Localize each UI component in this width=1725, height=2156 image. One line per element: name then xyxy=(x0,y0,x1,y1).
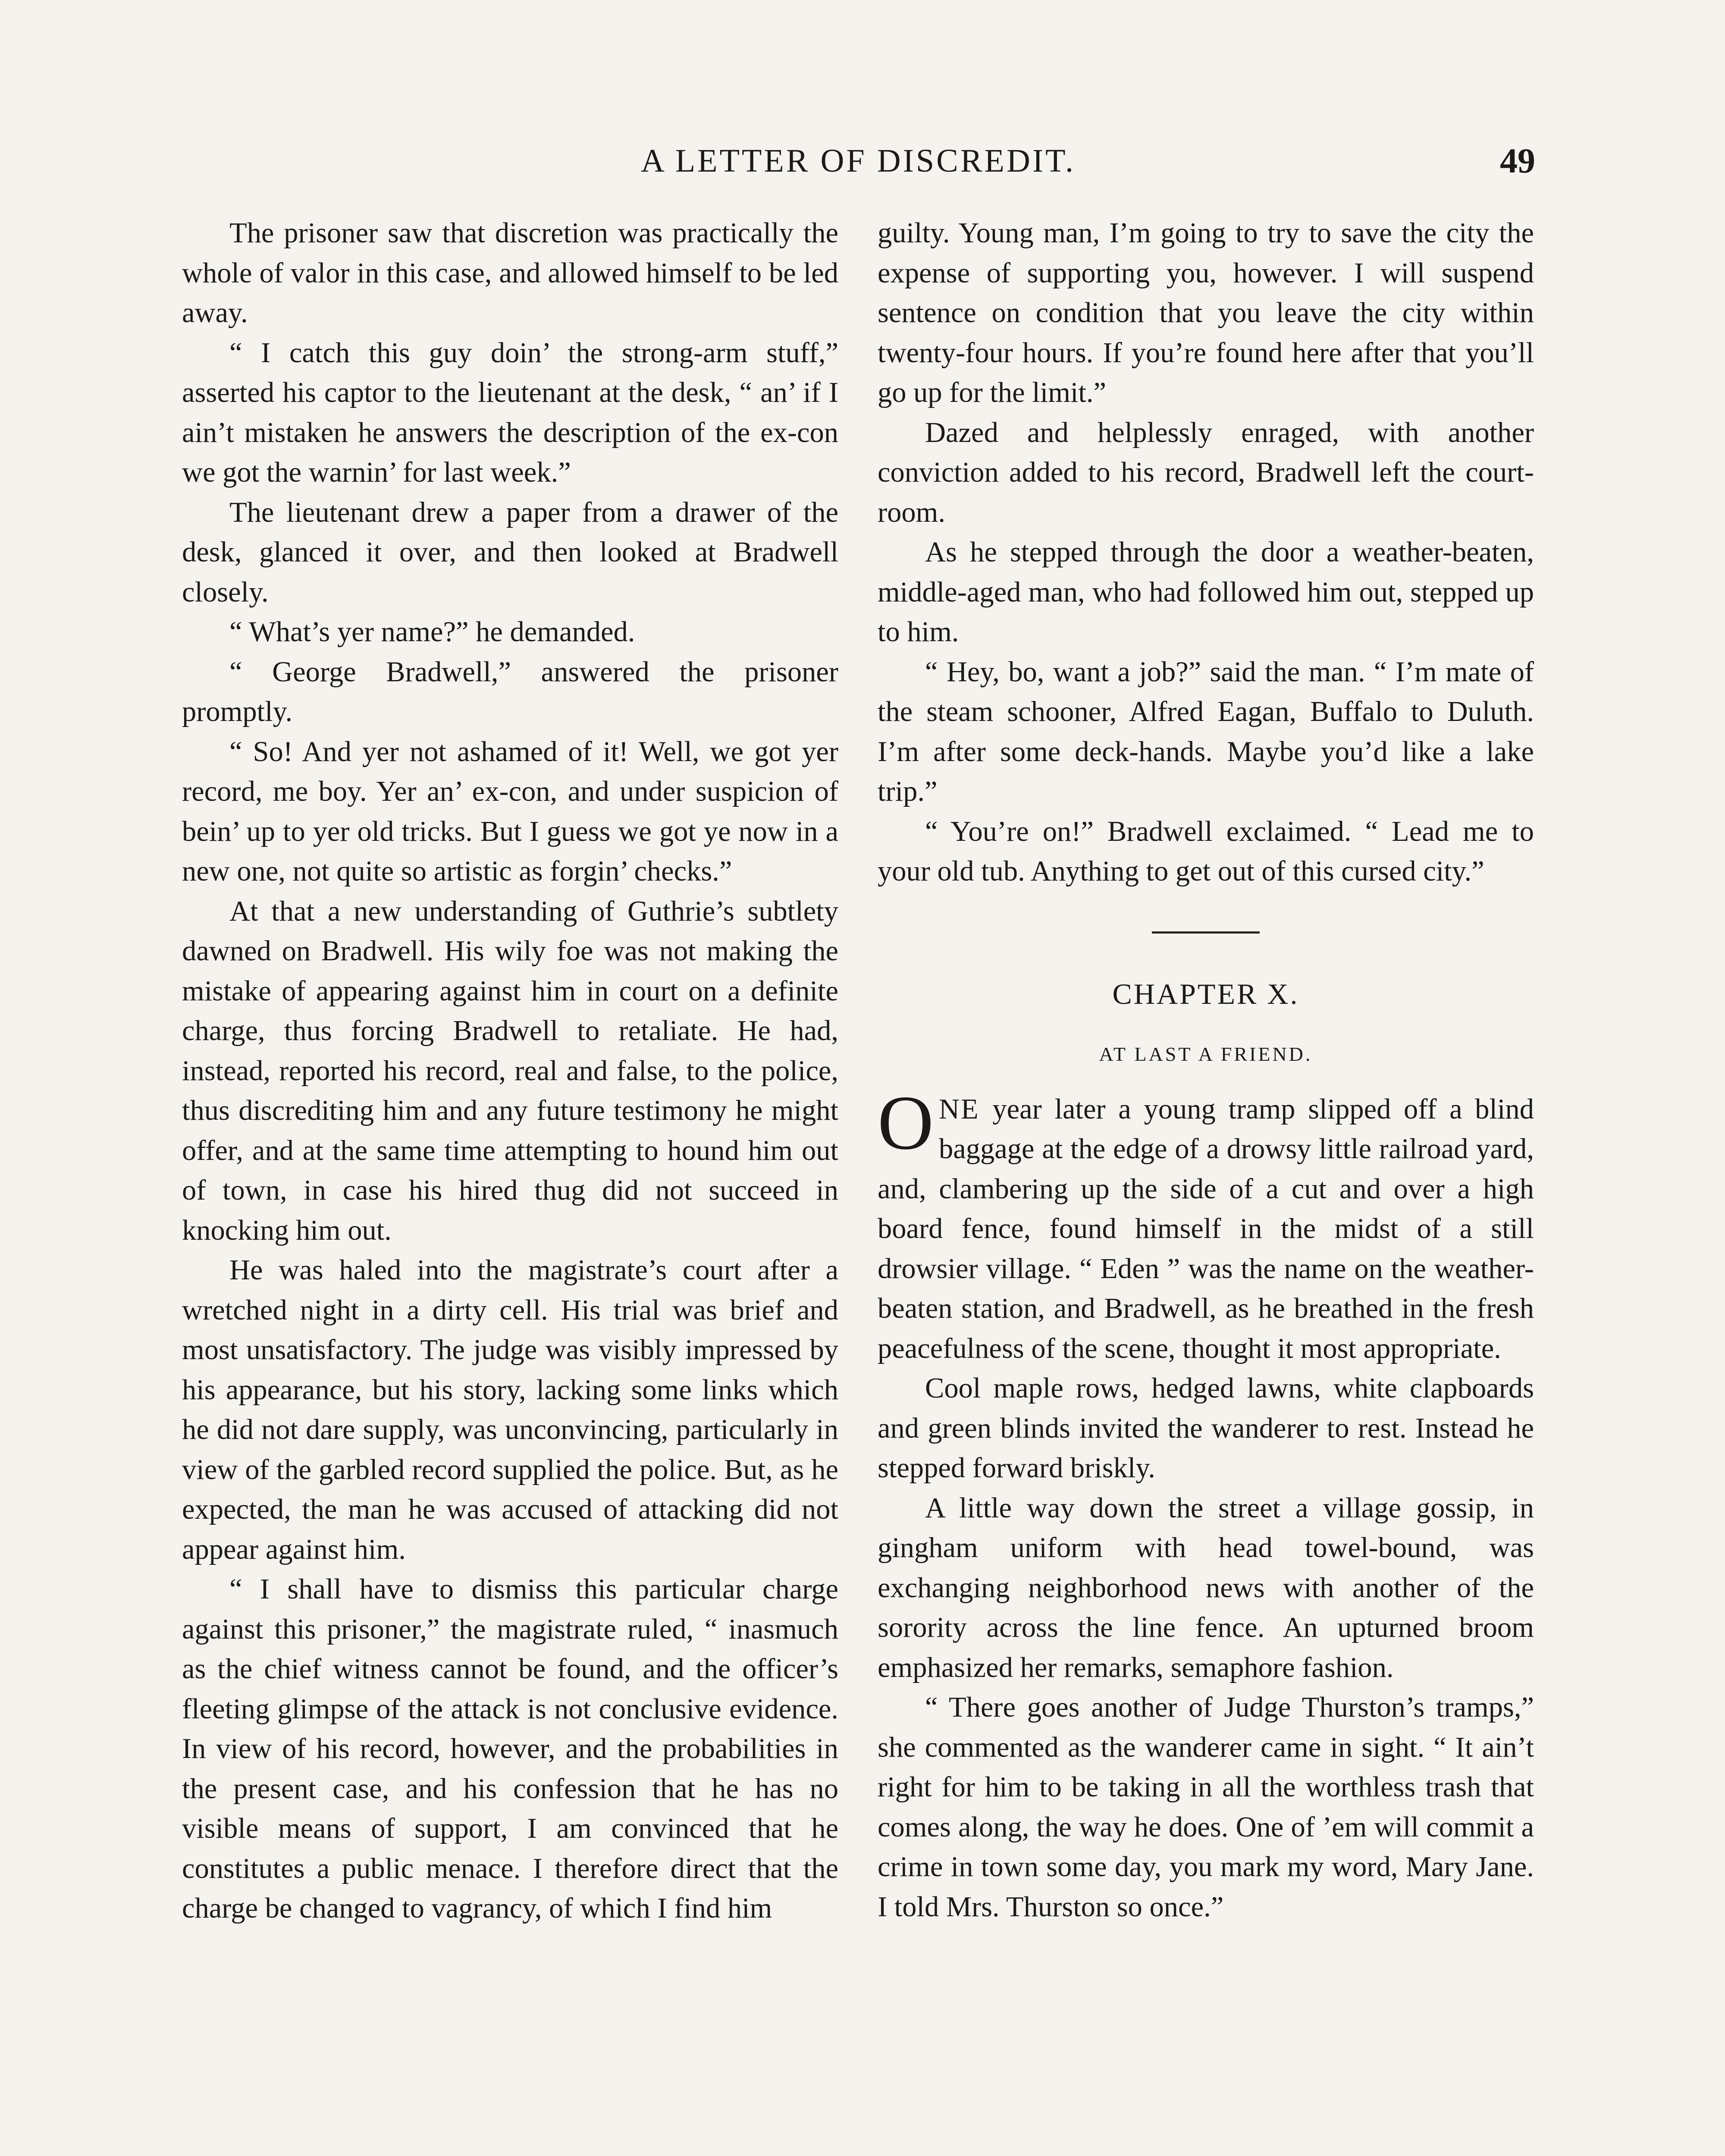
paragraph: “ Hey, bo, want a job?” said the man. “ I’m mate of the steam schooner, Alfred Eagan, Buffalo to Duluth. I’m after some deck-hands. Maybe you’d like a lake trip.” xyxy=(878,656,1534,807)
chapter-opening-paragraph xyxy=(878,1079,1534,1369)
paragraph-continued: guilty. Young man, I’m going to try to save the city the expense of supporting you, however. I will suspend sentence on condition that you leave the city within twenty-four hours. If you’re found here after that you’ll go up for the limit.” xyxy=(878,217,1534,408)
paragraph: At that a new understanding of Guthrie’s subtlety dawned on Bradwell. His wily foe was not making the mistake of appearing against him in court on a definite charge, thus forcing Bradwell to retaliate. He had, instead, reported his record, real and false, to the police, thus discrediting him and any future testimony he might offer, and at the same time attempting to hound him out of town, in case his hired thug did not succeed in knocking him out. xyxy=(182,895,838,1246)
paragraph: The lieutenant drew a paper from a drawer of the desk, glanced it over, and then looked at Bradwell closely. xyxy=(182,496,838,608)
paragraph: “ What’s yer name?” he demanded. xyxy=(229,616,635,648)
chapter-heading: CHAPTER X. xyxy=(1112,977,1299,1010)
paragraph: “ George Bradwell,” answered the prisoner promptly. xyxy=(182,656,838,727)
chapter-subtitle: AT LAST A FRIEND. xyxy=(1099,1043,1313,1065)
left-column xyxy=(182,213,838,1929)
page-number: 49 xyxy=(1500,141,1535,180)
paragraph: A little way down the street a village gossip, in gingham uniform with head towel-bound, was exchanging neighborhood news with another of the sorority across the line fence. An upturned broom emphasized her remarks, semaphore fashion. xyxy=(878,1492,1534,1683)
opening-text: year later a young tramp slipped off a blind baggage at the edge of a drowsy little railroad yard, and, clambering up the side of a cut and over a high board fence, found himself in the midst of a still drowsier village. “ Eden ” was the name on the weather-beaten station, and Bradwell, as he breathed in the fresh peacefulness of the scene, thought it most appropriate. xyxy=(878,1093,1534,1364)
section-divider-rule xyxy=(1152,931,1260,934)
running-head xyxy=(181,137,1535,185)
lead-word: NE xyxy=(939,1093,980,1125)
paragraph: Cool maple rows, hedged lawns, white clapboards and green blinds invited the wanderer to rest. Instead he stepped forward briskly. xyxy=(878,1373,1534,1484)
paragraph: “ You’re on!” Bradwell exclaimed. “ Lead me to your old tub. Anything to get out of this cursed city.” xyxy=(878,815,1534,887)
paragraph: As he stepped through the door a weather-beaten, middle-aged man, who had followed him out, stepped up to him. xyxy=(878,536,1534,648)
paragraph: “ I shall have to dismiss this particular charge against this prisoner,” the magistrate ruled, “ inasmuch as the chief witness cannot be found, and the officer’s fleeting glimpse of the attack is not conclusive evidence. In view of his record, however, and the probabilities in the present case, and his confession that he has no visible means of support, I am convinced that he constitutes a public menace. I therefore direct that the charge be changed to vagrancy, of which I find him xyxy=(182,1573,838,1924)
paragraph: “ I catch this guy doin’ the strong-arm stuff,” asserted his captor to the lieutenant at the desk, “ an’ if I ain’t mistaken he answers the description of the ex-con we got the warnin’ for last week.” xyxy=(182,337,838,488)
paragraph: “ So! And yer not ashamed of it! Well, we got yer record, me boy. Yer an’ ex-con, and under suspicion of bein’ up to yer old tricks. But I guess we got ye now in a new one, not quite so artistic as forgin’ checks.” xyxy=(182,736,838,887)
paragraph: He was haled into the magistrate’s court after a wretched night in a dirty cell. His trial was brief and most unsatisfactory. The judge was visibly impressed by his appearance, but his story, lacking some links which he did not dare supply, was unconvincing, particularly in view of the garbled record supplied the police. But, as he expected, the man he was accused of attacking did not appear against him. xyxy=(182,1254,838,1565)
right-column xyxy=(878,213,1534,1927)
paragraph: The prisoner saw that discretion was practically the whole of valor in this case, and allowed himself to be led away. xyxy=(182,217,838,329)
paragraph: Dazed and helplessly enraged, with another conviction added to his record, Bradwell left the court-room. xyxy=(878,417,1534,528)
running-title: A LETTER OF DISCREDIT. xyxy=(641,143,1076,179)
paragraph: “ There goes another of Judge Thurston’s tramps,” she commented as the wanderer came in sight. “ It ain’t right for him to be taking in all the worthless trash that comes along, the way he does. One of ’em will commit a crime in town some day, you mark my word, Mary Jane. I told Mrs. Thurston so once.” xyxy=(878,1692,1534,1923)
drop-cap: O xyxy=(878,1079,934,1166)
